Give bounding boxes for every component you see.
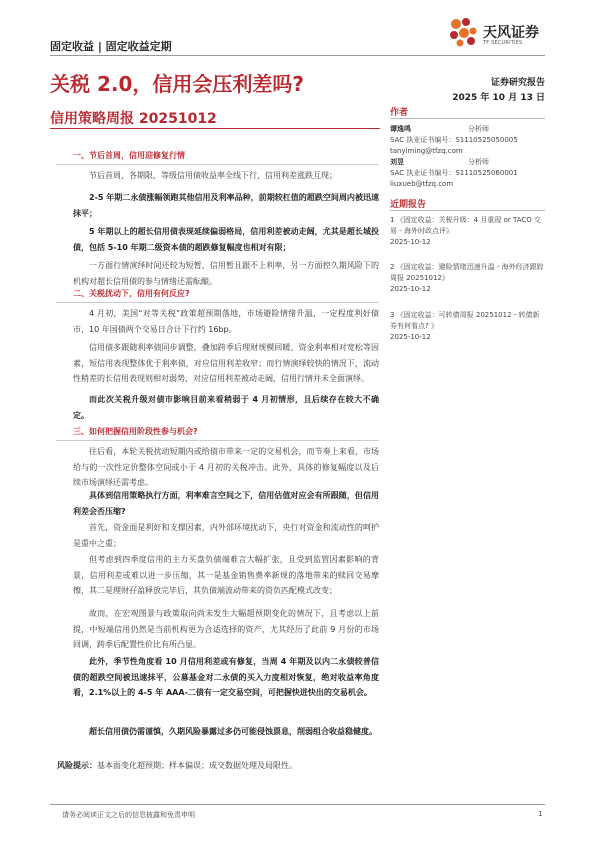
page-title: 关税 2.0，信用会压利差吗?: [50, 72, 304, 96]
paragraph: 信用债多跟随利率债同步调整，叠加跨季后理财规模回暖、资金利率相对宽松等因素，短信用表现整体优于利率债，对应信用利差收窄；而行情演绎较快的情况下，流动性稍差的长信用表现则相对弱势，对应信用利差被动走阔，信用行情并未全面演绎。: [73, 343, 379, 383]
author-license: SAC 执业证书编号：S1110525060001: [390, 169, 518, 177]
recent-report-title[interactable]: 2 《固定收益：避险情绪迅速升温 - 海外经济跟踪周报 20251012》: [390, 263, 544, 282]
recent-report-date: 2025-10-12: [390, 333, 431, 341]
paragraph: 2-5 年期二永债涨幅领跑其他信用及利率品种，前期较杠值的超跌空间周内被迅速抹平；: [73, 193, 379, 218]
logo-subtitle: TF SECURITIES: [483, 40, 523, 46]
section-divider: [56, 164, 379, 165]
recent-reports-heading: 近期报告: [390, 200, 427, 210]
section-heading-3: 三、如何把握信用阶段性参与机会?: [73, 427, 198, 436]
author-license: SAC 执业证书编号：S1110525050005: [390, 136, 518, 144]
paragraph: 具体到信用策略执行方面，利率难言空间之下，信用估值对应会有所跟随，但信用利差会否压缩?: [73, 491, 379, 516]
logo-mark-icon: [445, 14, 481, 50]
paragraph: 但考虑到四季度信用的主力买盘负债端难言大幅扩张，且受到监管因素影响的背景，信用利差或难以进一步压缩，其一是基金销售费率新规的落地带来的赎回交易摩擦，其二是理财孖盈释放完毕后，其负债端波动带来的资负匹配模式改变；: [73, 555, 379, 595]
section-divider: [56, 440, 379, 441]
author-role: 分析师: [468, 125, 489, 133]
author-block-1: [390, 124, 550, 157]
paragraph: 节后首周，各期限、等级信用债收益率全线下行，信用利差涨跌互现；: [89, 171, 337, 180]
paragraph: 超长信用债仍需谨慎，久期风险暴露过多仍可能侵蚀票息，削弱组合收益稳健度。: [89, 727, 377, 736]
footer-disclaimer: 请务必阅读正文之后的信息披露和免责申明: [62, 811, 195, 819]
recent-report-3[interactable]: [390, 310, 545, 343]
section-heading-2: 二、关税扰动下，信用有何反应?: [73, 289, 190, 298]
author-email[interactable]: tanyiming@tfzq.com: [390, 147, 463, 155]
paragraph: 一方面行情演绎时间还较为短暂，信用暂且跟不上利率，另一方面控久期风险下的机构对超长信用债的参与情绪还需酝酿。: [73, 261, 379, 286]
report-type: 证券研究报告: [490, 78, 545, 88]
recent-report-date: 2025-10-12: [390, 285, 431, 293]
header-divider: [50, 55, 545, 56]
author-name: 谭逸鸣: [390, 125, 411, 133]
author-block-2: [390, 157, 550, 190]
paragraph: 此外，季节性角度看 10 月信用利差或有修复，当周 4 年期及以内二永债较普信债的超跌空间被迅速抹平，公募基金对二永债的买入力度相对恢复，绝对收益率角度看，2.1%以上的 4-5 年 AAA-二债有一定交易空间，可把握快进快出的交易机会。: [73, 657, 379, 697]
paragraph: 4 月初，美国“对等关税”政策超预期落地，市场避险情绪升温，一定程度利好债市，10 年国债两个交易日合计下行约 16bp。: [73, 309, 379, 334]
section-divider: [56, 302, 379, 303]
header-category: 固定收益 | 固定收益定期: [50, 40, 172, 53]
risk-warning: 风险提示：基本面变化超预期；样本偏误；成交数据处理及局限性。: [57, 761, 297, 770]
recent-report-2[interactable]: [390, 262, 545, 295]
authors-heading: 作者: [390, 108, 409, 118]
paragraph: 而此次关税升级对债市影响目前来看稍弱于 4 月初情形，且后续存在较大不确定。: [73, 395, 379, 420]
report-date: 2025 年 10 月 13 日: [452, 93, 545, 103]
author-name: 刘昱: [390, 158, 404, 166]
title-divider: [50, 128, 380, 129]
paragraph: 首先，资金面是利好和支撑因素，内外部环境扰动下，央行对资金和流动性的呵护是重中之重；: [73, 523, 379, 548]
recent-report-title[interactable]: 3 《固定收益：可转债周报 20251012 - 转债新券有何看点? 》: [390, 311, 540, 330]
recent-divider: [390, 210, 545, 211]
page-number: 1: [538, 810, 543, 818]
logo-name: 天风证券: [483, 25, 539, 41]
recent-report-title[interactable]: 1 《固定收益：关税升级：4 月重现 or TACO 交易 - 海外时政点评》: [390, 216, 541, 235]
authors-divider: [390, 118, 545, 119]
footer-divider: [50, 804, 545, 805]
paragraph: 故而，在宏观图景与政策取向尚未发生大幅超预期变化的情况下，且考虑以上前提，中短端信用仍然是当前机构更为合适选择的资产，尤其经历了此前 9 月份的市场回调，跨季后配置性价比有所凸显。: [73, 609, 379, 649]
author-role: 分析师: [468, 158, 489, 166]
recent-report-1[interactable]: [390, 215, 545, 248]
paragraph: 5 年期以上的超长信用债表现延续偏弱格局，信用利差被动走阔，尤其是超长城投债，包括 5-10 年期二级资本债的超跌修复幅度也相对有限；: [73, 227, 379, 252]
paragraph: 往后看，本轮关税扰动短期内或给债市带来一定的交易机会，而节奏上来看，市场给与的一次性定价整体空间或小于 4 月初的关税冲击。此外，具体的修复幅度以及后续市场演绎还需考虑。: [73, 447, 379, 487]
recent-report-date: 2025-10-12: [390, 238, 431, 246]
author-email[interactable]: liuxueb@tfzq.com: [390, 180, 454, 188]
section-heading-1: 一、节后首周，信用迎修复行情: [73, 151, 185, 160]
page-subtitle: 信用策略周报 20251012: [50, 111, 217, 127]
